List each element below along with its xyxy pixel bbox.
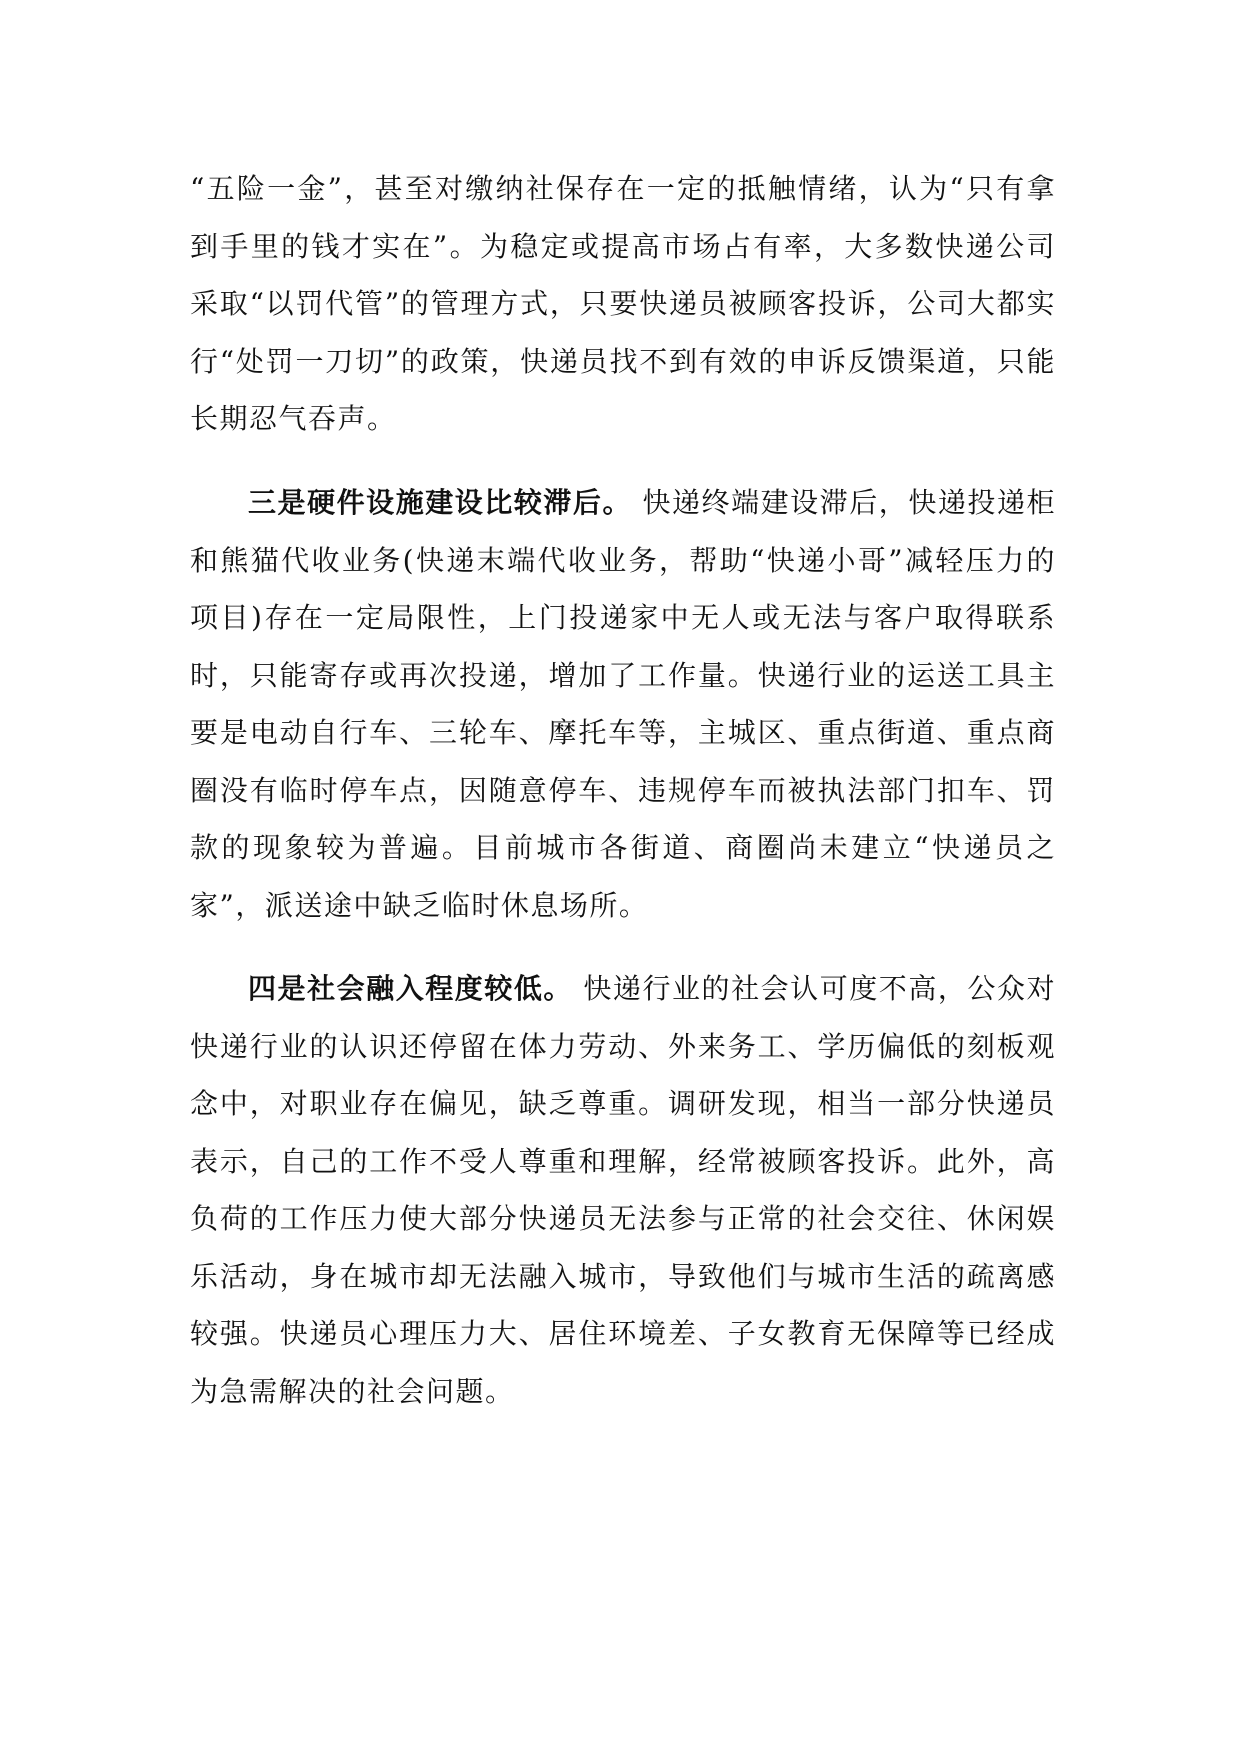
paragraph-hardware-facilities: [190, 474, 1056, 934]
paragraph-text: “五险一金”，甚至对缴纳社保存在一定的抵触情绪，认为“只有拿到手里的钱才实在”。为稳定或提高市场占有率，大多数快递公司采取“以罚代管”的管理方式，只要快递员被顾客投诉，公司大都实行“处罚一刀切”的政策，快递员找不到有效的申诉反馈渠道，只能长期忍气吞声。: [190, 172, 1056, 435]
paragraph-lead-heading: 三是硬件设施建设比较滞后。: [248, 486, 633, 519]
paragraph-text: 快递行业的社会认可度不高，公众对快递行业的认识还停留在体力劳动、外来务工、学历偏低的刻板观念中，对职业存在偏见，缺乏尊重。调研发现，相当一部分快递员表示，自己的工作不受人尊重和理解，经常被顾客投诉。此外，高负荷的工作压力使大部分快递员无法参与正常的社会交往、休闲娱乐活动，身在城市却无法融入城市，导致他们与城市生活的疏离感较强。快递员心理压力大、居住环境差、子女教育无保障等已经成为急需解决的社会问题。: [190, 972, 1056, 1408]
paragraph-lead-heading: 四是社会融入程度较低。: [248, 972, 573, 1005]
paragraph-body: [190, 960, 1056, 1420]
paragraph-social-integration: [190, 960, 1056, 1420]
paragraph-text: 快递终端建设滞后，快递投递柜和熊猫代收业务(快递末端代收业务，帮助“快递小哥”减轻压力的项目)存在一定局限性，上门投递家中无人或无法与客户取得联系时，只能寄存或再次投递，增加了工作量。快递行业的运送工具主要是电动自行车、三轮车、摩托车等，主城区、重点街道、重点商圈没有临时停车点，因随意停车、违规停车而被执法部门扣车、罚款的现象较为普遍。目前城市各街道、商圈尚未建立“快递员之家”，派送途中缺乏临时休息场所。: [190, 486, 1056, 922]
paragraph-social-insurance: [190, 160, 1056, 448]
paragraph-body: [190, 474, 1056, 934]
